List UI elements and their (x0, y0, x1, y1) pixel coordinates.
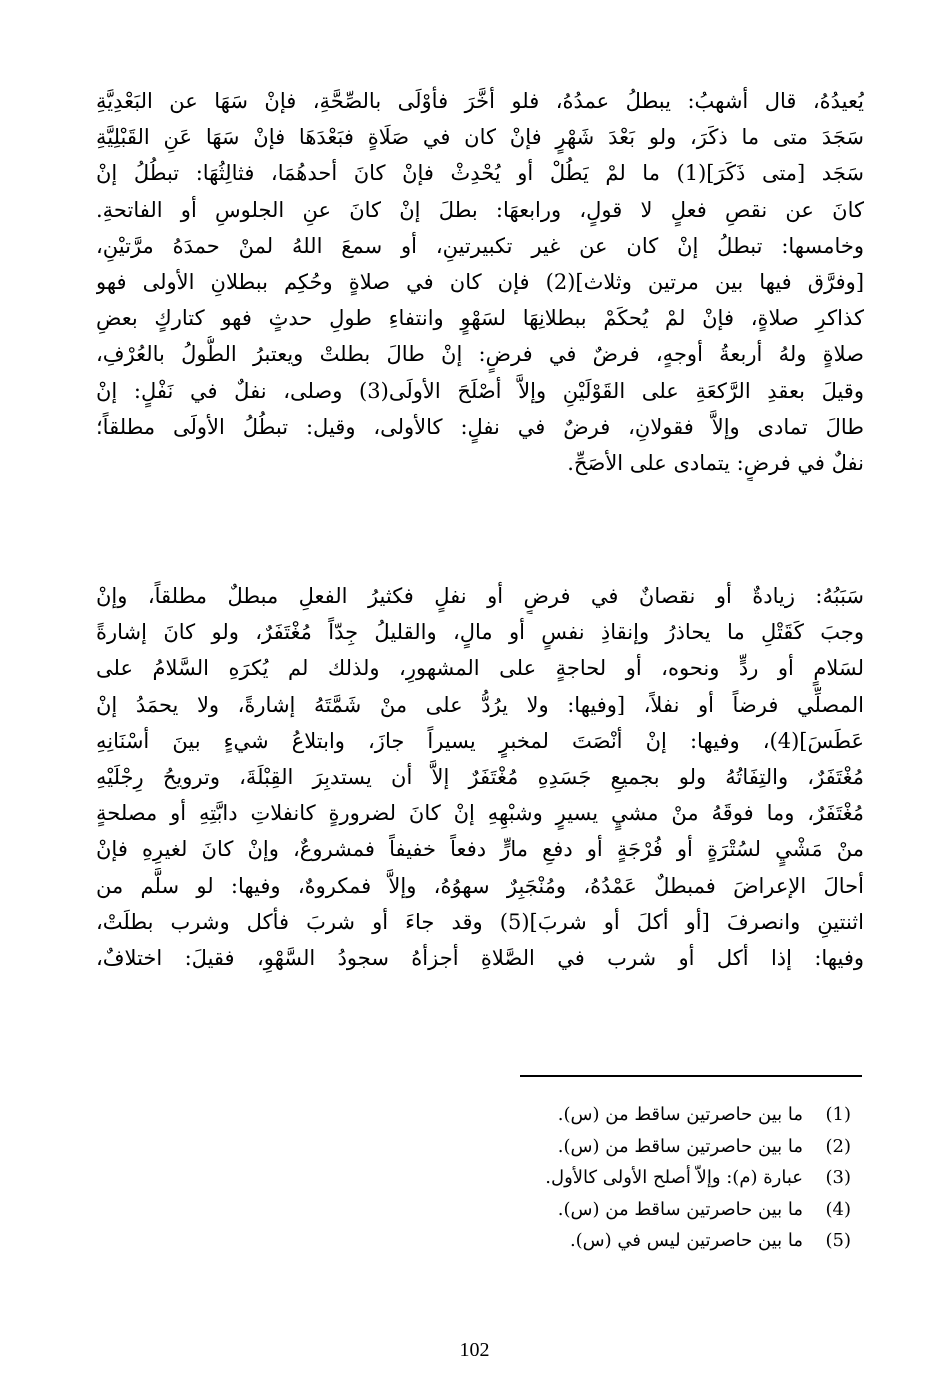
text-line: كذاكرِ صلاةٍ، فإنْ لمْ يُحكَمْ ببطلانِهَا لسَهْوٍ وانتفاءِ طولِ حدثٍ فهو كتاركٍ بعضِ (96, 306, 864, 331)
footnote (151, 1099, 851, 1131)
text-line: صلاةٍ ولهُ أربعةُ أوجهٍ، فرضٌ في فرضٍ: إنْ طالَ بطلتْ ويعتبرُ الطُّولُ بالعُرْفِ، (96, 342, 864, 367)
footnote-text: ما بين حاصرتين ساقط من (س). (557, 1198, 803, 1220)
text-line: منْ مَشْيٍ لسُتْرَةٍ أو فُرْجَةٍ أو دفعِ مارٍّ دفعاً خفيفاً فمشروعٌ، وإنْ كانَ لغيرِهِ فإنْ (96, 837, 864, 862)
text-line: كانَ عن نقصِ فعلٍ لا قولٍ، ورابعهَا: بطلَ إنْ كانَ عنِ الجلوسِ أو الفاتحةِ. (96, 197, 864, 222)
text-line: لسَلامٍ أو ردٍّ ونحوه، أو لحاجةٍ على المشهورِ، ولذلك لم يُكرَهِ السَّلامُ على (96, 656, 864, 681)
footnote (151, 1131, 851, 1163)
text-line: المصلِّي فرضاً أو نفلاً، [وفيها: ولا يرُدُّ على منْ شَمَّتَهُ إشارةً، ولا يحمَدُ إنْ (96, 692, 864, 717)
footnote-text: عبارة (م): وإلاّ أصلح الأولى كالأول. (545, 1167, 803, 1188)
footnote-text: ما بين حاصرتين ليس في (س). (569, 1230, 803, 1251)
text-line: وجبَ كَقَتْلِ ما يحاذرُ وإنقاذِ نفسٍ أو مالٍ، والقليلُ جِدّاً مُغْتَفَرٌ، ولو كانَ إشارةً (96, 620, 864, 645)
footnote-text: ما بين حاصرتين ساقط من (س). (557, 1104, 803, 1125)
text-line: وقيلَ بعقدِ الرَّكعَةِ على القَوْلَيْنِ وإلاَّ أصْلَحَ الأولَى(3) وصلى، نفلٌ في نَفْلٍ: إنْ (96, 378, 864, 403)
text-line: اثنتينِ وانصرفَ [أو أكلَ أو شربَ](5) وقد جاءَ أو شربَ فأكل وشرب بطلَتْ، (96, 909, 864, 934)
text-line: مُغْتَفَرٌ، وما فوقَهُ منْ مشيٍ يسيرٍ وشبْهِهِ إنْ كانَ لضرورةٍ كانفلاتِ دابَّتِهِ أو مصلحةٍ (96, 801, 864, 826)
text-line: مُغْتَفَرٌ، والتِفَاتُهُ ولو بجميعِ جَسَدِهِ مُغْتَفَرٌ إلاَّ أن يستدبِرَ القِبْلَةَ، وترويحُ رِجْلَيْهِ (96, 764, 864, 789)
footnote-number: (3) (825, 1167, 851, 1188)
footnote (151, 1194, 851, 1226)
text-line: سَبَبُهُ: زيادةٌ أو نقصانٌ في فرضٍ أو نفلٍ فكثيرُ الفعلِ مبطلٌ مطلقاً، وإنْ (96, 584, 864, 608)
footnote (151, 1225, 851, 1257)
footnote-text: ما بين حاصرتين ساقط من (س). (557, 1135, 803, 1157)
text-line: أحالَ الإعراضَ فمبطلٌ عَمْدُهُ، ومُنْجَبِرٌ سهوُهُ، وإلاَّ فمكروهٌ، وفيها: لو سلَّم من (96, 873, 864, 898)
footnote-number: (4) (825, 1198, 851, 1220)
text-line: سَجَدَ متى ما ذكَرَ، ولو بَعْدَ شَهْرٍ فإنْ كان في صَلَاةٍ فبَعْدَهَا فإنْ سَهَا عَنِ القَبْلِيَّةِ (96, 125, 864, 150)
page-number: 102 (459, 1339, 490, 1361)
footnote-separator (520, 1075, 862, 1077)
text-line: نفلٌ في فرضٍ: يتمادى على الأصَحِّ. (567, 450, 864, 475)
main-paragraph-2 (96, 578, 864, 976)
footnote-number: (5) (825, 1230, 851, 1251)
text-line: وفيها: إذا أكل أو شرب في الصَّلاةِ أجزأهُ سجودُ السَّهْوِ، فقيلَ: اختلافٌ، (96, 945, 864, 970)
footnote (151, 1162, 851, 1194)
footnote-number: (2) (825, 1135, 851, 1157)
footnotes (151, 1099, 851, 1257)
text-line: عَطَسَ](4)، وفيها: إنْ أنْصَتَ لمخبرٍ يسيراً جازَ، وابتلاعُ شيءٍ بينَ أسْنَانِهِ (96, 728, 864, 753)
main-paragraph-1 (96, 83, 864, 481)
text-line: سَجَد [متى ذَكَرَ](1) ما لمْ يَطُلْ أو يُحْدِثْ فإنْ كانَ أحدهُمَا، فثالِثُهَا: تبطُلُ إنْ (96, 161, 864, 186)
text-line: طالَ تمادى وإلاَّ فقولانِ، فرضٌ في نفلٍ: كالأولى، وقيل: تبطُلُ الأولَى مطلقاً؛ (96, 414, 864, 439)
footnote-number: (1) (825, 1104, 851, 1125)
text-line: [وفرَّق فيها بين مرتين وثلاث](2) فإن كان في صلاةٍ وحُكِم ببطلانِ الأولى فهو (96, 269, 864, 294)
text-line: يُعيدُهُ، قال أشهبُ: يبطلُ عمدُهُ، فلو أخَّرَ فأوْلَى بالصِّحَّةِ، فإنْ سَهَا عن البَعْدِيَّةِ (96, 89, 864, 113)
text-line: وخامسها: تبطلُ إنْ كان عن غير تكبيرتينِ، أو سمعَ اللهُ لمنْ حمدَهُ مرَّتيْنِ، (96, 233, 864, 258)
